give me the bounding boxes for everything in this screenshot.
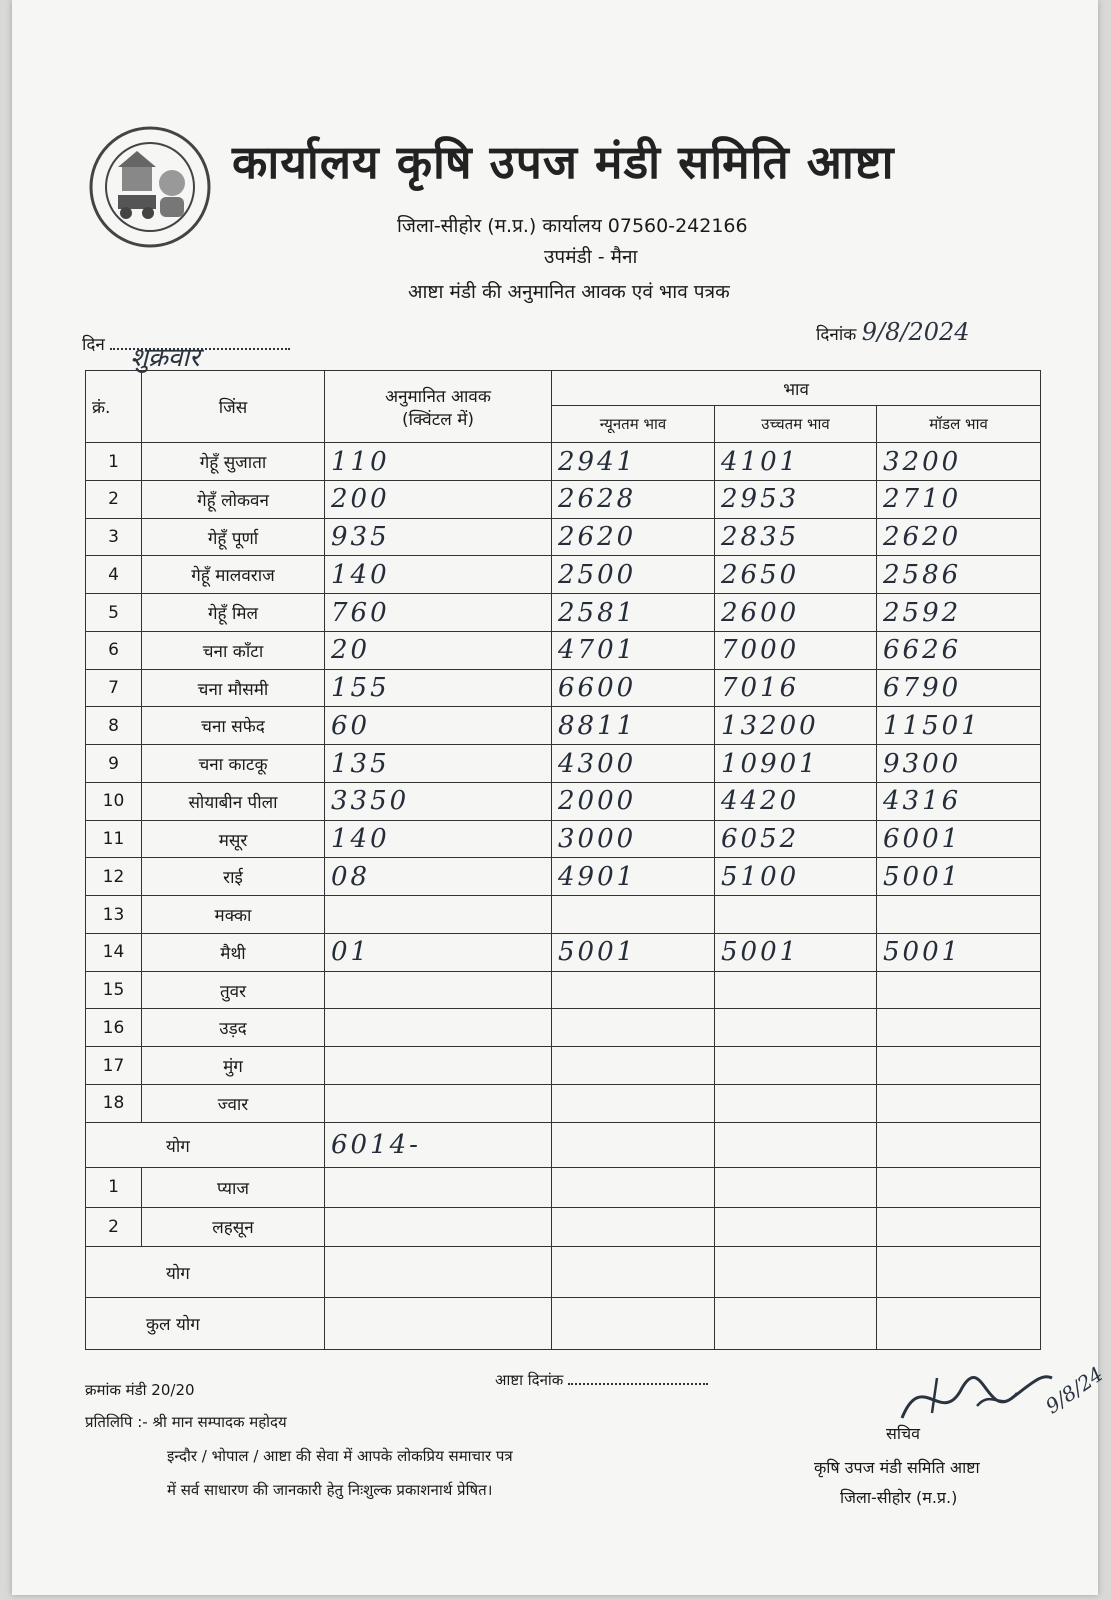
max-rate-cell: 7000 <box>715 631 877 669</box>
sr-cell: 16 <box>86 1009 142 1047</box>
min-rate-cell <box>552 1047 715 1085</box>
sr-cell: 1 <box>86 1168 142 1207</box>
max-rate-cell: 2650 <box>715 556 877 594</box>
header-sr: क्रं. <box>86 371 142 443</box>
min-rate-cell: 2941 <box>552 443 715 481</box>
item-cell: चना मौसमी <box>142 669 325 707</box>
min-rate-cell <box>552 1009 715 1047</box>
subtotal-arrival: 6014- <box>325 1122 552 1167</box>
sign-title: सचिव <box>886 1424 921 1443</box>
min-rate-cell: 2620 <box>552 518 715 556</box>
item-cell: राई <box>142 858 325 896</box>
min-rate-cell: 4901 <box>552 858 715 896</box>
item-cell: गेहूँ पूर्णा <box>142 518 325 556</box>
item-cell: गेहूँ लोकवन <box>142 480 325 518</box>
copy-line-2: इन्दौर / भोपाल / आष्टा की सेवा में आपके लोकप्रिय समाचार पत्र <box>167 1447 513 1465</box>
table-row <box>86 556 1041 594</box>
sign-district: जिला-सीहोर (म.प्र.) <box>840 1488 958 1507</box>
max-rate-cell: 2835 <box>715 518 877 556</box>
max-rate-cell: 4101 <box>715 443 877 481</box>
max-rate-cell <box>715 1009 877 1047</box>
sr-cell: 15 <box>86 971 142 1009</box>
office-address: जिला-सीहोर (म.प्र.) कार्यालय 07560-242166 <box>397 215 748 237</box>
date-field <box>816 318 970 346</box>
max-rate-cell: 5100 <box>715 858 877 896</box>
sr-cell: 3 <box>86 518 142 556</box>
item-cell: मक्का <box>142 896 325 934</box>
item-cell: चना काटकू <box>142 745 325 783</box>
modal-rate-cell: 5001 <box>877 858 1041 896</box>
item-cell: मसूर <box>142 820 325 858</box>
header-arrival-unit: (क्विंटल में) <box>401 409 475 430</box>
sr-cell: 5 <box>86 594 142 632</box>
table-row <box>86 1084 1041 1122</box>
sr-cell: 2 <box>86 1207 142 1246</box>
max-rate-cell: 13200 <box>715 707 877 745</box>
modal-rate-cell: 6626 <box>877 631 1041 669</box>
modal-rate-cell: 11501 <box>877 707 1041 745</box>
empty-cell <box>877 1207 1041 1246</box>
item-cell: चना सफेद <box>142 707 325 745</box>
item-cell: प्याज <box>142 1168 325 1207</box>
sr-cell: 6 <box>86 631 142 669</box>
table-row <box>86 820 1041 858</box>
reference-number: क्रमांक मंडी 20/20 <box>85 1381 195 1399</box>
table-row <box>86 443 1041 481</box>
arrival-cell <box>325 1084 552 1122</box>
arrival-cell: 935 <box>325 518 552 556</box>
modal-rate-cell <box>877 1047 1041 1085</box>
item-cell: तुवर <box>142 971 325 1009</box>
modal-rate-cell: 4316 <box>877 782 1041 820</box>
min-rate-cell: 2500 <box>552 556 715 594</box>
arrival-cell: 155 <box>325 669 552 707</box>
max-rate-cell <box>715 896 877 934</box>
min-rate-cell <box>552 896 715 934</box>
empty-cell <box>877 1168 1041 1207</box>
modal-rate-cell: 9300 <box>877 745 1041 783</box>
item-cell: उड़द <box>142 1009 325 1047</box>
table-row <box>86 1009 1041 1047</box>
sr-cell: 8 <box>86 707 142 745</box>
modal-rate-cell: 6001 <box>877 820 1041 858</box>
arrival-cell: 140 <box>325 820 552 858</box>
max-rate-cell: 2953 <box>715 480 877 518</box>
ashta-date-label: आष्टा दिनांक <box>495 1371 564 1389</box>
sr-cell: 7 <box>86 669 142 707</box>
commodity-rows <box>86 443 1041 1123</box>
arrival-cell: 760 <box>325 594 552 632</box>
sr-cell: 10 <box>86 782 142 820</box>
sign-organization: कृषि उपज मंडी समिति आष्टा <box>814 1458 980 1477</box>
table-row <box>86 1047 1041 1085</box>
grand-total-label: कुल योग <box>86 1298 325 1350</box>
item-cell: गेहूँ मालवराज <box>142 556 325 594</box>
table-row <box>86 745 1041 783</box>
item-cell: गेहूँ मिल <box>142 594 325 632</box>
header-rate: भाव <box>552 371 1041 406</box>
office-title: कार्यालय कृषि उपज मंडी समिति आष्टा <box>232 135 895 189</box>
table-row <box>86 480 1041 518</box>
table-row <box>86 971 1041 1009</box>
header-arrival <box>325 371 552 443</box>
sr-cell: 17 <box>86 1047 142 1085</box>
sub-mandi: उपमंडी - मैना <box>544 246 638 268</box>
min-rate-cell: 2581 <box>552 594 715 632</box>
ashta-date-field <box>495 1370 708 1390</box>
item-cell: चना काँटा <box>142 631 325 669</box>
arrival-cell: 08 <box>325 858 552 896</box>
copy-line-1: प्रतिलिपि :- श्री मान सम्पादक महोदय <box>85 1413 287 1431</box>
sr-cell: 11 <box>86 820 142 858</box>
arrival-cell <box>325 971 552 1009</box>
item-cell: मुंग <box>142 1047 325 1085</box>
arrival-cell: 01 <box>325 933 552 971</box>
empty-cell <box>552 1207 715 1246</box>
modal-rate-cell <box>877 1009 1041 1047</box>
modal-rate-cell: 5001 <box>877 933 1041 971</box>
modal-rate-cell: 2586 <box>877 556 1041 594</box>
table-row <box>86 1207 1041 1246</box>
table-row <box>86 631 1041 669</box>
table-row <box>86 858 1041 896</box>
arrival-cell: 60 <box>325 707 552 745</box>
date-label: दिनांक <box>816 325 857 345</box>
table-row <box>86 594 1041 632</box>
sheet-heading: आष्टा मंडी की अनुमानित आवक एवं भाव पत्रक <box>408 281 730 303</box>
sr-cell: 1 <box>86 443 142 481</box>
table-row <box>86 1168 1041 1207</box>
item-cell: लहसून <box>142 1207 325 1246</box>
rate-table <box>85 370 1041 1350</box>
sr-cell: 4 <box>86 556 142 594</box>
max-rate-cell: 7016 <box>715 669 877 707</box>
item-cell: मैथी <box>142 933 325 971</box>
arrival-cell: 135 <box>325 745 552 783</box>
arrival-cell <box>325 896 552 934</box>
header-modal-rate: मॉडल भाव <box>877 406 1041 443</box>
min-rate-cell: 4300 <box>552 745 715 783</box>
header-max-rate: उच्चतम भाव <box>715 406 877 443</box>
table-row <box>86 896 1041 934</box>
day-field <box>82 330 290 373</box>
table-row <box>86 707 1041 745</box>
max-rate-cell <box>715 971 877 1009</box>
item-cell: सोयाबीन पीला <box>142 782 325 820</box>
signature-date: 9/8/24 <box>1040 1361 1108 1419</box>
modal-rate-cell: 6790 <box>877 669 1041 707</box>
table-row <box>86 933 1041 971</box>
min-rate-cell <box>552 1084 715 1122</box>
max-rate-cell: 2600 <box>715 594 877 632</box>
max-rate-cell <box>715 1047 877 1085</box>
empty-cell <box>715 1168 877 1207</box>
max-rate-cell: 4420 <box>715 782 877 820</box>
modal-rate-cell: 2620 <box>877 518 1041 556</box>
sr-cell: 14 <box>86 933 142 971</box>
modal-rate-cell: 3200 <box>877 443 1041 481</box>
modal-rate-cell <box>877 971 1041 1009</box>
header-item: जिंस <box>142 371 325 443</box>
item-cell: गेहूँ सुजाता <box>142 443 325 481</box>
header-arrival-label: अनुमानित आवक <box>385 386 491 407</box>
arrival-cell <box>325 1009 552 1047</box>
max-rate-cell: 6052 <box>715 820 877 858</box>
empty-cell <box>552 1168 715 1207</box>
vegetable-rows <box>86 1168 1041 1246</box>
modal-rate-cell <box>877 896 1041 934</box>
min-rate-cell: 2000 <box>552 782 715 820</box>
arrival-cell <box>325 1047 552 1085</box>
copy-line-3: में सर्व साधारण की जानकारी हेतु निःशुल्क प्रकाशनार्थ प्रेषित। <box>167 1481 493 1499</box>
item-cell: ज्वार <box>142 1084 325 1122</box>
min-rate-cell <box>552 971 715 1009</box>
header-min-rate: न्यूनतम भाव <box>552 406 715 443</box>
min-rate-cell: 8811 <box>552 707 715 745</box>
date-value: 9/8/2024 <box>861 318 970 346</box>
sr-cell: 12 <box>86 858 142 896</box>
arrival-cell: 140 <box>325 556 552 594</box>
empty-cell <box>715 1207 877 1246</box>
max-rate-cell: 10901 <box>715 745 877 783</box>
day-value: शुक्रवार <box>130 343 200 373</box>
sr-cell: 9 <box>86 745 142 783</box>
arrival-cell: 200 <box>325 480 552 518</box>
sr-cell: 2 <box>86 480 142 518</box>
sr-cell: 13 <box>86 896 142 934</box>
sr-cell: 18 <box>86 1084 142 1122</box>
min-rate-cell: 5001 <box>552 933 715 971</box>
min-rate-cell: 4701 <box>552 631 715 669</box>
arrival-cell: 110 <box>325 443 552 481</box>
day-label: दिन <box>82 335 105 355</box>
min-rate-cell: 3000 <box>552 820 715 858</box>
empty-cell <box>325 1207 552 1246</box>
modal-rate-cell: 2710 <box>877 480 1041 518</box>
modal-rate-cell: 2592 <box>877 594 1041 632</box>
arrival-cell: 20 <box>325 631 552 669</box>
min-rate-cell: 2628 <box>552 480 715 518</box>
document-sheet <box>12 0 1108 1595</box>
min-rate-cell: 6600 <box>552 669 715 707</box>
subtotal2-label: योग <box>86 1246 325 1298</box>
table-row <box>86 782 1041 820</box>
max-rate-cell <box>715 1084 877 1122</box>
arrival-cell: 3350 <box>325 782 552 820</box>
mandi-seal-icon <box>88 125 212 249</box>
table-row <box>86 669 1041 707</box>
empty-cell <box>325 1168 552 1207</box>
max-rate-cell: 5001 <box>715 933 877 971</box>
table-row <box>86 518 1041 556</box>
modal-rate-cell <box>877 1084 1041 1122</box>
subtotal-label: योग <box>86 1122 325 1167</box>
